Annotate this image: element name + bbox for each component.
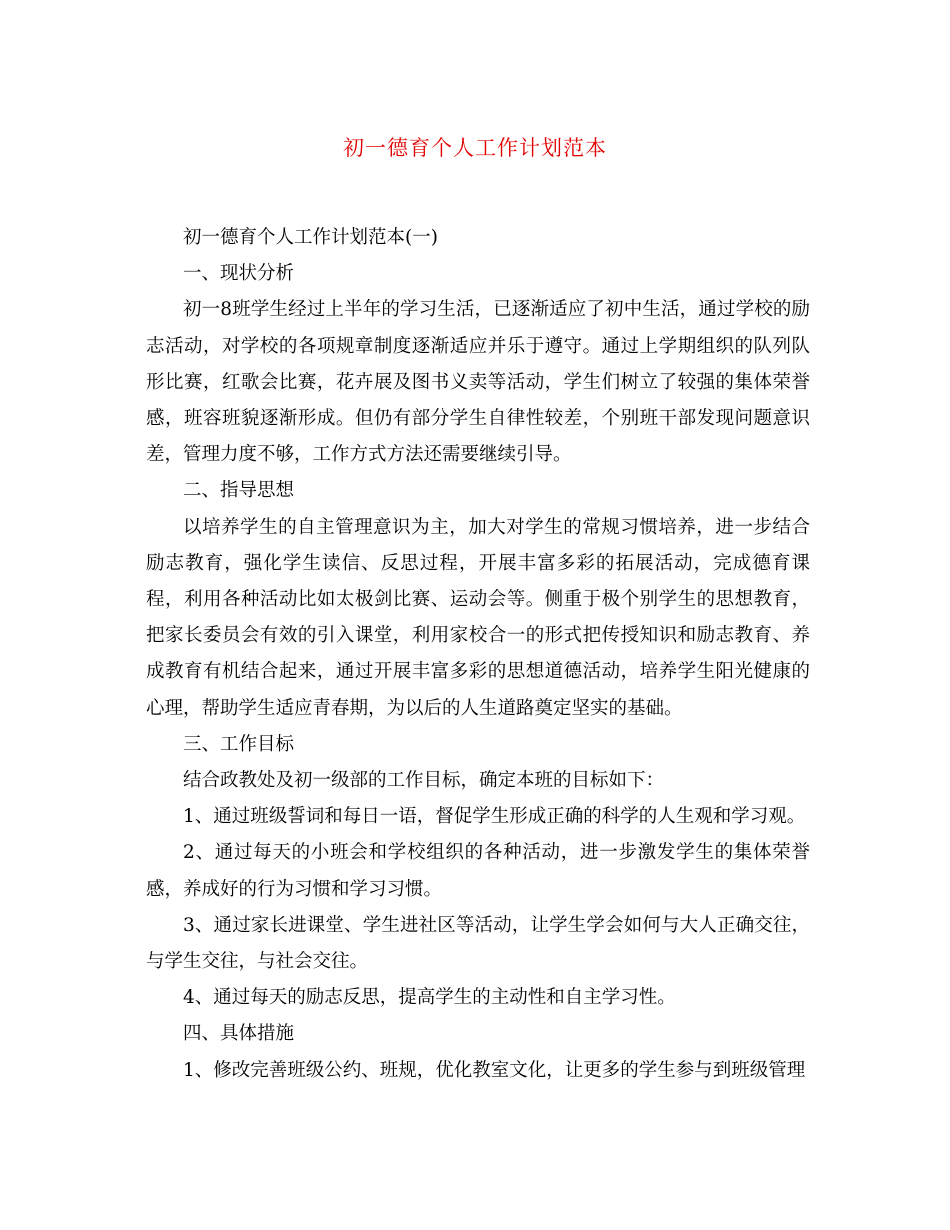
- paragraph-situation-analysis: 初一8班学生经过上半年的学习生活，已逐渐适应了初中生活，通过学校的励志活动，对学校的各项规章制度逐渐适应并乐于遵守。通过上学期组织的队列队形比赛，红歌会比赛，花卉展及图书义卖等活动，学生们树立了较强的集体荣誉感，班容班貌逐渐形成。但仍有部分学生自律性较差，个别班干部发现问题意识差，管理力度不够，工作方式方法还需要继续引导。: [146, 299, 810, 466]
- paragraph-work-goals-intro: 结合政教处及初一级部的工作目标，确定本班的目标如下：: [183, 770, 665, 792]
- list-item-goal-2: 2、通过每天的小班会和学校组织的各种活动，进一步激发学生的集体荣誉感，养成好的行为习惯和学习习惯。: [146, 842, 810, 900]
- document-title: 初一德育个人工作计划范本: [343, 136, 607, 160]
- list-item-goal-4: 4、通过每天的励志反思，提高学生的主动性和自主学习性。: [183, 987, 676, 1009]
- list-item-goal-1: 1、通过班级誓词和每日一语，督促学生形成正确的科学的人生观和学习观。: [183, 806, 806, 828]
- paragraph-guiding-ideology: 以培养学生的自主管理意识为主，加大对学生的常规习惯培养，进一步结合励志教育，强化学生读信、反思过程，开展丰富多彩的拓展活动，完成德育课程，利用各种活动比如太极剑比赛、运动会等。侧重于极个别学生的思想教育，把家长委员会有效的引入课堂，利用家校合一的形式把传授知识和励志教育、养成教育有机结合起来，通过开展丰富多彩的思想道德活动，培养学生阳光健康的心理，帮助学生适应青春期，为以后的人生道路奠定坚实的基础。: [146, 516, 810, 719]
- list-item-measure-1: 1、修改完善班级公约、班规，优化教室文化，让更多的学生参与到班级管理: [183, 1059, 806, 1081]
- section-heading-guiding-ideology: 二、指导思想: [183, 480, 295, 502]
- section-heading-work-goals: 三、工作目标: [183, 733, 295, 755]
- section-heading-plan-one: 初一德育个人工作计划范本(一): [183, 227, 438, 248]
- document-body: [146, 220, 810, 1089]
- section-heading-situation-analysis: 一、现状分析: [183, 263, 295, 285]
- section-heading-specific-measures: 四、具体措施: [183, 1023, 295, 1045]
- list-item-goal-3: 3、通过家长进课堂、学生进社区等活动，让学生学会如何与大人正确交往，与学生交往，与社会交往。: [146, 914, 810, 973]
